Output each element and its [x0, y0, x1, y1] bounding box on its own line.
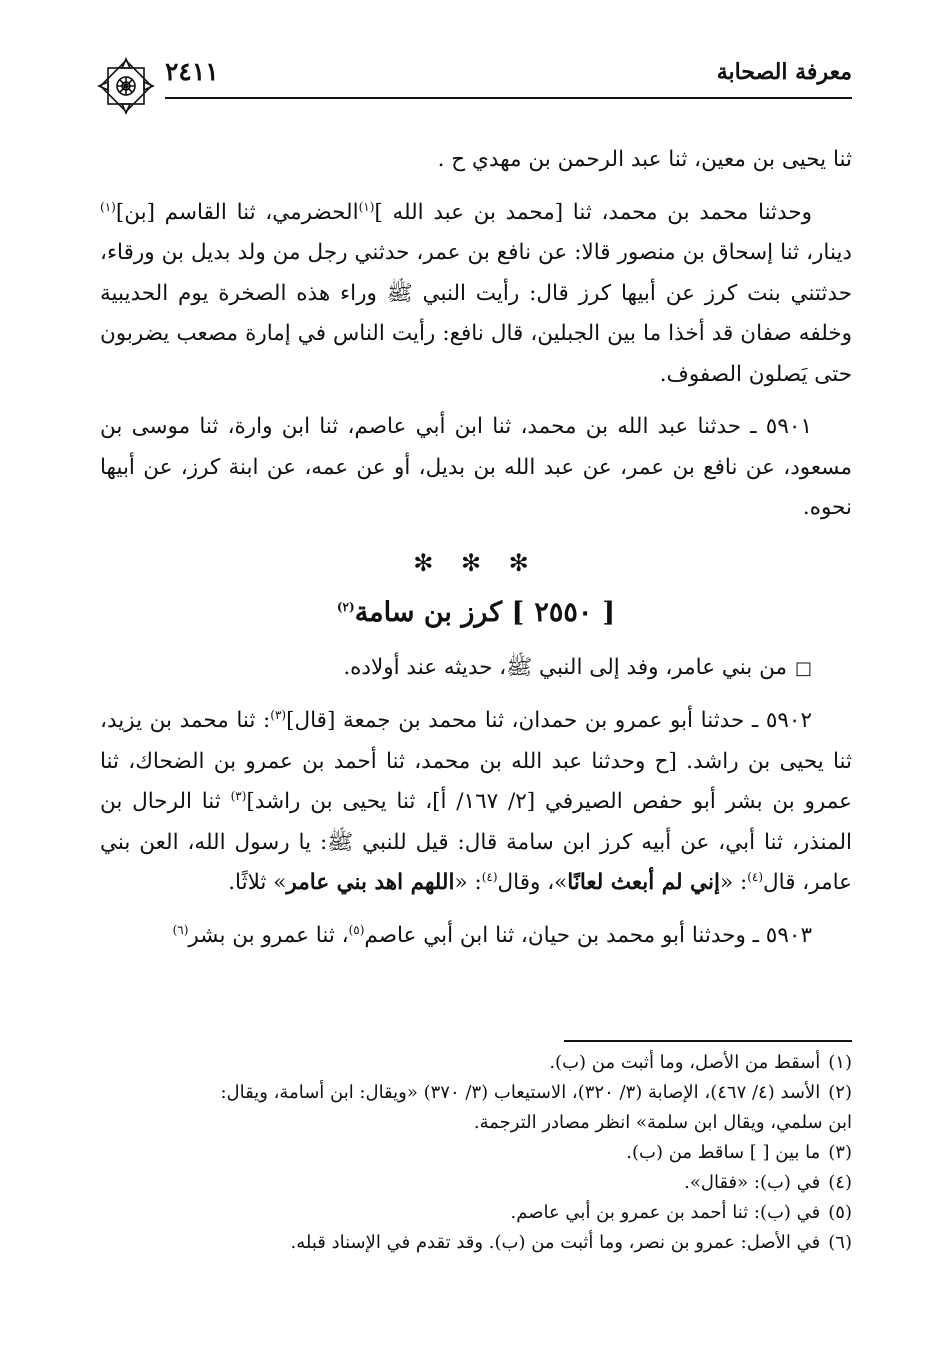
footnote-text: ابن سلمي، ويقال ابن سلمة» انظر مصادر الترجمة. — [473, 1112, 852, 1133]
footnote — [100, 1138, 852, 1168]
footnote-continuation — [100, 1108, 852, 1138]
footnote — [100, 1198, 852, 1228]
footnote-number: (١) — [828, 1052, 852, 1073]
entry-number: ٢٥٥٠ — [534, 597, 593, 628]
text-segment: دينار، ثنا إسحاق بن منصور قالا: عن نافع بن عمر، حدثني رجل من ولد بديل بن ورقاء، حدثتني بنت كرز عن أبيها كرز قال: رأيت النبي ﷺ وراء هذه الصخرة يوم الحديبية وخلفه صفان قد أخذا ما بين الجبلين، قال نافع: رأيت الناس في إمارة مصعب يضربون حتى يَصلون الصفوف. — [100, 240, 852, 387]
section-separator: ✻ ✻ ✻ — [413, 548, 539, 577]
footnote-text: في (ب): «فقال». — [684, 1172, 821, 1193]
text-segment: ثنا الرحال بن المنذر، ثنا أبي، عن أبيه كرز ابن سامة قال: قيل للنبي ﷺ: يا رسول الله، العن بني عامر، قال — [100, 789, 852, 895]
running-title: معرفة الصحابة — [716, 59, 852, 85]
footnote-number: (٦) — [828, 1232, 852, 1253]
footnote-number: (٢) — [828, 1082, 852, 1103]
entry-name: كرز بن سامة — [354, 597, 503, 628]
footnote-text: الأسد (٤/ ٤٦٧)، الإصابة (٣/ ٣٢٠)، الاستيعاب (٣/ ٣٧٠) «ويقال: ابن أسامة، ويقال: — [220, 1082, 821, 1103]
footnote-ref: (٣) — [270, 707, 287, 722]
text-segment: ٥٩٠١ ـ حدثنا عبد الله بن محمد، ثنا ابن أبي عاصم، ثنا ابن وارة، ثنا موسى بن مسعود، عن نافع بن عمر، عن عبد الله بن بديل، أو عن عمه، عن ابنة كرز، عن أبيها نحوه. — [100, 414, 852, 520]
main-text — [100, 140, 852, 968]
footnote-text: في (ب): ثنا أحمد بن عمرو بن أبي عاصم. — [510, 1202, 821, 1223]
footnote — [100, 1048, 852, 1078]
text-segment: من بني عامر، وفد إلى النبي ﷺ، حديثه عند أولاده. — [343, 654, 787, 680]
text-segment: ٥٩٠٣ ـ وحدثنا أبو محمد بن حيان، ثنا ابن أبي عاصم — [364, 922, 812, 948]
hadith-5903 — [100, 916, 852, 957]
text-segment: وحدثنا محمد بن محمد، ثنا [محمد بن عبد الله ] — [374, 199, 813, 225]
footnote-number: (٥) — [828, 1202, 852, 1223]
text-segment: : « — [719, 870, 748, 895]
footnote-ref: (٥) — [348, 922, 365, 937]
paragraph — [100, 140, 852, 181]
footnotes — [100, 1048, 852, 1258]
footnote-ref: (١) — [100, 199, 116, 214]
text-line: ثنا يحيى بن معين، ثنا عبد الرحمن بن مهدي ح . — [437, 147, 852, 172]
page-number: ٢٤١١ — [165, 57, 219, 86]
text-segment: : « — [454, 870, 482, 895]
header-divider — [165, 97, 852, 99]
footnote-ref: (٢) — [336, 600, 355, 614]
text-segment: »، وقال — [497, 870, 568, 895]
footnote — [100, 1078, 852, 1108]
hadith-5902 — [100, 701, 852, 904]
footnote-number: (٤) — [828, 1172, 852, 1193]
text-segment: ، ثنا عمرو بن بشر — [188, 922, 349, 948]
square-bullet-icon: □ — [794, 657, 812, 679]
quote-bold: إني لم أبعث لعانًا — [567, 870, 720, 895]
footnote-ref: (٤) — [747, 869, 764, 884]
footnote-ref: (٤) — [481, 869, 498, 884]
quote-bold: اللهم اهد بني عامر — [286, 870, 455, 895]
text-segment: : ثنا محمد بن يزيد، ثنا يحيى بن راشد. [ح وحدثنا عبد الله بن محمد، ثنا أحمد بن عمرو بن الضحاك، ثنا عمرو بن بشر أبو حفص الصيرفي [٢/ ١٦٧/ أ]، ثنا يحيى بن راشد] — [100, 708, 853, 814]
footnote-text: ما بين [ ] ساقط من (ب). — [626, 1142, 821, 1163]
text-segment: الحضرمي، ثنا القاسم [بن] — [115, 199, 359, 225]
footnote-ref: (١) — [358, 199, 375, 214]
text-segment: » ثلاثًا. — [228, 870, 287, 895]
ornament-star-icon — [95, 55, 157, 117]
footnote — [100, 1168, 852, 1198]
footnote-ref: (٦) — [172, 922, 189, 937]
bracket: [ — [602, 597, 616, 628]
footnote — [100, 1228, 852, 1258]
entry-heading — [100, 593, 852, 634]
entry-description — [100, 648, 852, 690]
footnote-text: أسقط من الأصل، وما أثبت من (ب). — [549, 1052, 821, 1073]
paragraph — [100, 193, 852, 396]
text-segment: ٥٩٠٢ ـ حدثنا أبو عمرو بن حمدان، ثنا محمد بن جمعة [قال] — [286, 708, 813, 733]
footnote-number: (٣) — [828, 1142, 852, 1163]
bracket: ] — [511, 597, 525, 628]
footnote-text: في الأصل: عمرو بن نصر، وما أثبت من (ب). وقد تقدم في الإسناد قبله. — [290, 1232, 821, 1253]
footnote-divider — [564, 1040, 852, 1042]
page-header — [95, 55, 852, 115]
footnote-ref: (٣) — [230, 788, 247, 803]
hadith-5901 — [100, 407, 852, 529]
